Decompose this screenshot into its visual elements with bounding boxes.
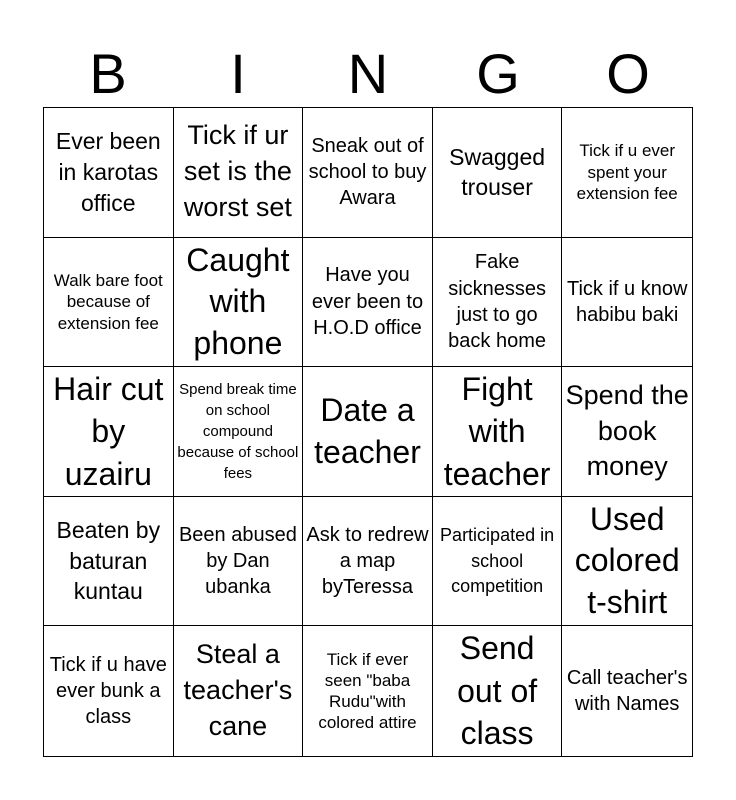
bingo-cell-n3[interactable]: [303, 367, 433, 497]
bingo-cell-o3[interactable]: [562, 367, 692, 497]
bingo-cell-text: Have you ever been to H.O.D office: [311, 264, 424, 340]
bingo-cell-i1[interactable]: [174, 108, 304, 238]
bingo-cell-text: Tick if u know habibu baki: [566, 277, 688, 326]
bingo-cell-o1[interactable]: [562, 108, 692, 238]
bingo-cell-g3[interactable]: [433, 367, 563, 497]
bingo-cell-text: Fake sicknesses just to go back home: [448, 251, 547, 353]
bingo-cell-text: Caught with phone: [186, 241, 290, 361]
bingo-cell-i5[interactable]: [174, 626, 304, 756]
bingo-cell-n5[interactable]: [303, 626, 433, 756]
bingo-cell-g4[interactable]: [433, 497, 563, 627]
bingo-cell-text: Walk bare foot because of extension fee: [53, 271, 163, 333]
bingo-cell-text: Ever been in karotas office: [55, 128, 161, 216]
bingo-cell-b1[interactable]: [44, 108, 174, 238]
bingo-cell-text: Tick if u ever spent your extension fee: [576, 141, 678, 203]
header-letter-g: G: [476, 42, 520, 105]
header-letter-b: B: [89, 42, 127, 105]
bingo-cell-text: Sneak out of school to buy Awara: [308, 134, 427, 210]
bingo-cell-g5[interactable]: [433, 626, 563, 756]
bingo-cell-text: Swagged trouser: [449, 143, 546, 201]
header-letter-n: N: [347, 42, 389, 105]
bingo-cell-o5[interactable]: [562, 626, 692, 756]
bingo-cell-text: Tick if ever seen "baba Rudu"with colored attire: [318, 649, 417, 733]
bingo-cell-text: Been abused by Dan ubanka: [178, 523, 297, 599]
bingo-cell-i3[interactable]: [174, 367, 304, 497]
header-letter-i: I: [230, 42, 246, 105]
header-letter-o: O: [606, 42, 650, 105]
bingo-cell-text: Spend break time on school compound because of school fees: [177, 380, 299, 482]
bingo-cell-text: Hair cut by uzairu: [53, 370, 164, 492]
bingo-cell-g1[interactable]: [433, 108, 563, 238]
bingo-cell-g2[interactable]: [433, 238, 563, 368]
bingo-cell-b3[interactable]: [44, 367, 174, 497]
bingo-cell-text: Steal a teacher's cane: [183, 639, 293, 742]
bingo-cell-text: Tick if ur set is the worst set: [183, 120, 292, 223]
bingo-header: [43, 42, 693, 106]
bingo-cell-b5[interactable]: [44, 626, 174, 756]
bingo-cell-text: Beaten by baturan kuntau: [56, 517, 161, 605]
bingo-cell-n2[interactable]: [303, 238, 433, 368]
bingo-cell-text: Participated in school competition: [440, 525, 555, 596]
bingo-cell-text: Date a teacher: [314, 391, 421, 471]
bingo-cell-o4[interactable]: [562, 497, 692, 627]
bingo-board: [43, 107, 693, 757]
bingo-cell-text: Tick if u have ever bunk a class: [49, 653, 167, 729]
bingo-cell-n1[interactable]: [303, 108, 433, 238]
bingo-cell-n4[interactable]: [303, 497, 433, 627]
bingo-cell-o2[interactable]: [562, 238, 692, 368]
bingo-cell-text: Send out of class: [457, 630, 538, 752]
bingo-cell-b2[interactable]: [44, 238, 174, 368]
bingo-cell-text: Used colored t-shirt: [574, 500, 680, 620]
bingo-cell-text: Ask to redrew a map byTeressa: [306, 523, 429, 599]
bingo-cell-text: Spend the book money: [565, 379, 689, 482]
bingo-cell-text: Fight with teacher: [443, 370, 551, 492]
bingo-cell-text: Call teacher's with Names: [566, 666, 688, 716]
bingo-cell-i2[interactable]: [174, 238, 304, 368]
bingo-cell-i4[interactable]: [174, 497, 304, 627]
bingo-cell-b4[interactable]: [44, 497, 174, 627]
